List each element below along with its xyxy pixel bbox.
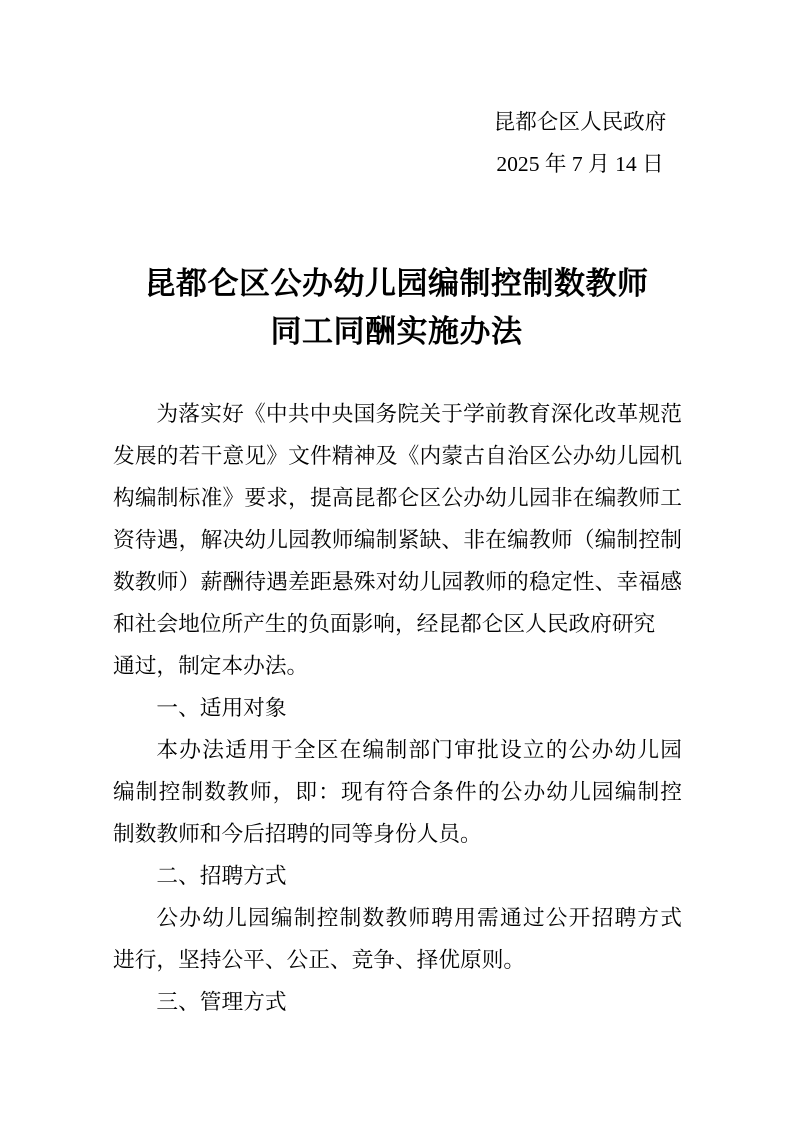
document-title-line2: 同工同酬实施办法: [270, 314, 523, 349]
issue-date: 2025 年 7 月 14 日: [496, 152, 664, 176]
body-text-line: 为落实好《中共中央国务院关于学前教育深化改革规范: [156, 401, 682, 426]
body-text-line: 和社会地位所产生的负面影响，经昆都仑区人民政府研究: [113, 611, 656, 636]
document-title: [0, 260, 793, 356]
body-text-line: 资待遇，解决幼儿园教师编制紧缺、非在编教师（编制控制: [113, 527, 682, 552]
body-text-line: 通过，制定本办法。: [113, 653, 309, 678]
body-text-line: 编制控制数教师，即：现有符合条件的公办幼儿园编制控: [113, 779, 682, 804]
section-heading: 三、管理方式: [156, 989, 287, 1014]
signature-block: [402, 100, 758, 186]
body-text-line: 公办幼儿园编制控制数教师聘用需通过公开招聘方式: [156, 905, 682, 930]
body-text-line: 本办法适用于全区在编制部门审批设立的公办幼儿园: [156, 737, 682, 762]
body-text-line: 发展的若干意见》文件精神及《内蒙古自治区公办幼儿园机: [113, 443, 682, 468]
section-heading: 一、适用对象: [156, 695, 287, 720]
body-text-line: 构编制标准》要求，提高昆都仑区公办幼儿园非在编教师工: [113, 485, 682, 510]
document-body: [113, 393, 682, 1023]
document-title-line1: 昆都仑区公办幼儿园编制控制数教师: [144, 266, 649, 301]
body-text-line: 数教师）薪酬待遇差距悬殊对幼儿园教师的稳定性、幸福感: [113, 569, 682, 594]
issuer-name: 昆都仑区人民政府: [493, 109, 667, 134]
section-heading: 二、招聘方式: [156, 863, 287, 888]
body-text-line: 进行，坚持公平、公正、竞争、择优原则。: [113, 947, 526, 972]
body-text-line: 制数教师和今后招聘的同等身份人员。: [113, 821, 482, 846]
